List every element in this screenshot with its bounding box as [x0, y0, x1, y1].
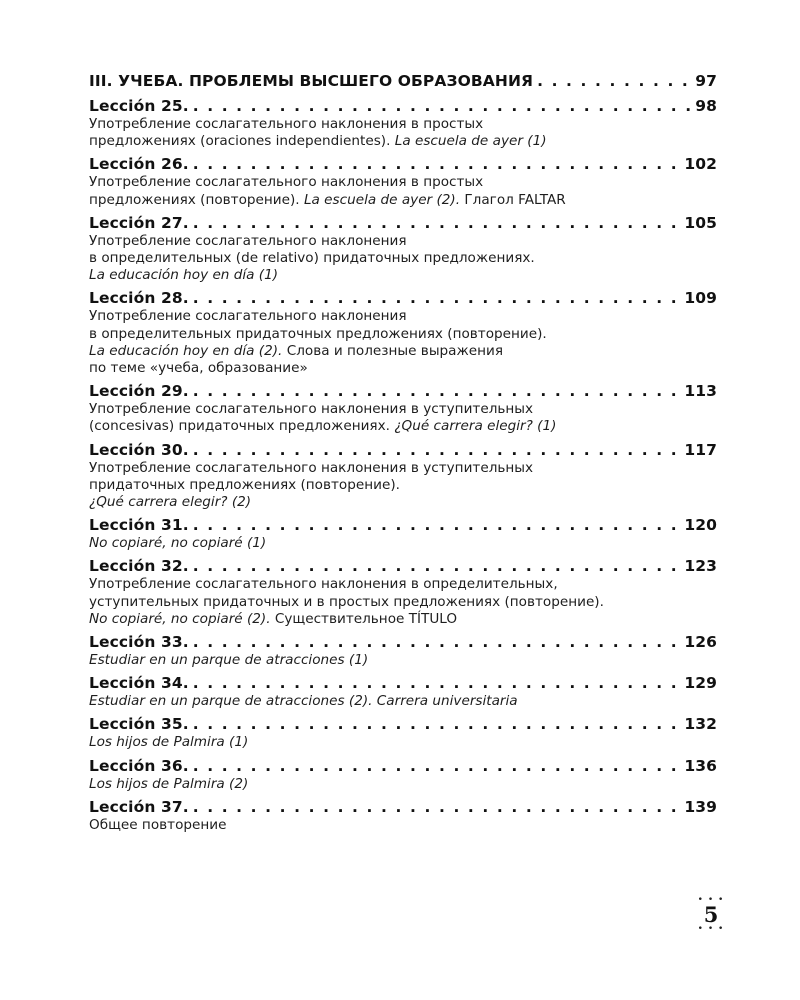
toc-entry-heading: [89, 214, 717, 233]
description-italic-text: Estudiar en un parque de atracciones (1): [89, 652, 369, 669]
lesson-page-number: 132: [684, 715, 717, 734]
lesson-description: [89, 174, 717, 208]
dot-leader: [193, 674, 683, 693]
description-line: [89, 594, 717, 611]
description-line: [89, 343, 717, 360]
toc-entry: [89, 289, 717, 377]
description-line: [89, 267, 717, 284]
description-text: Употребление сослагательного наклонения в простых: [89, 174, 484, 191]
lesson-list: [89, 97, 717, 834]
lesson-description: [89, 576, 717, 628]
toc-entry: [89, 382, 717, 435]
lesson-description: [89, 535, 717, 552]
description-italic-text: Estudiar en un parque de atracciones (2). Carrera universitaria: [89, 693, 518, 710]
description-text: Употребление сослагательного наклонения: [89, 308, 407, 325]
lesson-description: [89, 460, 717, 512]
dot-leader: [193, 557, 683, 576]
lesson-title: Lección 34.: [89, 674, 189, 693]
lesson-title: Lección 29.: [89, 382, 189, 401]
lesson-title: Lección 25.: [89, 97, 189, 115]
description-text: Употребление сослагательного наклонения в уступительных: [89, 459, 534, 476]
section-heading-row: [89, 72, 717, 91]
description-text: Употребление сослагательного наклонения в определительных,: [89, 576, 558, 593]
dot-leader: [193, 155, 683, 174]
toc-entry: [89, 633, 717, 669]
lesson-description: [89, 817, 717, 834]
description-italic-text: No copiaré, no copiaré (2).: [89, 610, 271, 627]
toc-entry: [89, 441, 717, 512]
toc-entry: [89, 97, 717, 150]
dot-leader: [193, 516, 683, 535]
description-italic-text: La educación hoy en día (2).: [89, 342, 283, 359]
lesson-page-number: 136: [684, 756, 717, 775]
toc-entry: [89, 516, 717, 552]
description-italic-text: No copiaré, no copiaré (1): [89, 535, 267, 552]
description-line: [89, 734, 717, 751]
section-title: III. УЧЕБА. ПРОБЛЕМЫ ВЫСШЕГО ОБРАЗОВАНИЯ: [89, 72, 534, 90]
toc-entry: [89, 214, 717, 285]
description-line: [89, 611, 717, 628]
lesson-description: [89, 401, 717, 435]
lesson-page-number: 102: [684, 155, 717, 174]
toc-entry-heading: [89, 798, 717, 817]
description-text: Слова и полезные выражения: [282, 342, 504, 359]
description-italic-text: ¿Qué carrera elegir? (2): [89, 494, 252, 511]
lesson-page-number: 120: [684, 516, 717, 535]
description-line: [89, 776, 717, 793]
table-of-contents: [89, 72, 717, 839]
lesson-title: Lección 33.: [89, 633, 189, 652]
lesson-page-number: 105: [684, 213, 717, 232]
description-line: [89, 535, 717, 552]
lesson-page-number: 123: [684, 557, 717, 576]
description-italic-text: ¿Qué carrera elegir? (1): [394, 418, 557, 435]
lesson-title: Lección 26.: [89, 155, 189, 174]
toc-entry: [89, 798, 717, 834]
description-text: Употребление сослагательного наклонения: [89, 232, 407, 249]
description-line: [89, 233, 717, 250]
dot-leader: [193, 633, 683, 652]
lesson-title: Lección 37.: [89, 797, 189, 816]
toc-entry: [89, 155, 717, 208]
toc-entry-heading: [89, 633, 717, 652]
toc-entry-heading: [89, 441, 717, 460]
description-text: уступительных придаточных и в простых предложениях (повторение).: [89, 593, 604, 610]
toc-entry: [89, 674, 717, 710]
lesson-title: Lección 32.: [89, 557, 189, 576]
lesson-page-number: 129: [684, 674, 717, 693]
toc-entry-heading: [89, 516, 717, 535]
description-line: [89, 418, 717, 435]
description-italic-text: La escuela de ayer (1): [394, 133, 547, 150]
dot-leader: [193, 382, 683, 401]
page-number: 5: [703, 902, 719, 927]
description-text: по теме «учеба, образование»: [89, 360, 308, 377]
lesson-page-number: 109: [684, 289, 717, 308]
ornament-dots-bottom: • • •: [697, 924, 725, 934]
lesson-description: [89, 776, 717, 793]
description-text: предложениях (повторение).: [89, 191, 304, 208]
toc-entry: [89, 715, 717, 751]
toc-entry-heading: [89, 155, 717, 174]
description-line: [89, 360, 717, 377]
toc-entry-heading: [89, 382, 717, 401]
lesson-description: [89, 734, 717, 751]
description-line: [89, 817, 717, 834]
description-line: [89, 250, 717, 267]
toc-entry-heading: [89, 715, 717, 734]
lesson-description: [89, 233, 717, 285]
dot-leader: [193, 798, 683, 817]
section-page-number: 97: [695, 72, 717, 90]
dot-leader: [193, 715, 683, 734]
dot-leader: [193, 289, 683, 308]
lesson-page-number: 98: [695, 97, 717, 115]
lesson-description: [89, 308, 717, 377]
description-text: в определительных (de relativo) придаточных предложениях.: [89, 250, 535, 267]
lesson-page-number: 117: [684, 440, 717, 459]
lesson-title: Lección 27.: [89, 213, 189, 232]
dot-leader: [193, 757, 683, 776]
lesson-description: [89, 116, 717, 150]
description-text: Глагол FALTAR: [460, 191, 566, 208]
toc-entry-heading: [89, 674, 717, 693]
description-line: [89, 133, 717, 150]
description-text: (concesivas) придаточных предложениях.: [89, 418, 395, 435]
dot-leader: [193, 441, 683, 460]
lesson-description: [89, 693, 717, 710]
description-italic-text: La educación hoy en día (1): [89, 267, 279, 284]
description-line: [89, 576, 717, 593]
dot-leader: [537, 72, 693, 91]
description-text: Существительное TÍTULO: [270, 610, 458, 627]
description-line: [89, 116, 717, 133]
description-line: [89, 308, 717, 325]
description-text: Употребление сослагательного наклонения в уступительных: [89, 401, 534, 418]
description-line: [89, 401, 717, 418]
toc-entry-heading: [89, 557, 717, 576]
description-line: [89, 652, 717, 669]
lesson-title: Lección 30.: [89, 440, 189, 459]
lesson-title: Lección 36.: [89, 756, 189, 775]
description-line: [89, 192, 717, 209]
description-text: Употребление сослагательного наклонения в простых: [89, 116, 484, 132]
description-italic-text: La escuela de ayer (2).: [303, 191, 461, 208]
description-line: [89, 326, 717, 343]
description-line: [89, 174, 717, 191]
toc-entry: [89, 757, 717, 793]
description-line: [89, 460, 717, 477]
toc-entry-heading: [89, 289, 717, 308]
lesson-title: Lección 31.: [89, 516, 189, 535]
description-line: [89, 477, 717, 494]
description-text: Общее повторение: [89, 816, 227, 833]
description-italic-text: Los hijos de Palmira (1): [89, 734, 249, 751]
description-line: [89, 494, 717, 511]
lesson-title: Lección 35.: [89, 715, 189, 734]
page-footer: [697, 897, 725, 933]
lesson-page-number: 139: [684, 797, 717, 816]
lesson-page-number: 113: [684, 382, 717, 401]
lesson-title: Lección 28.: [89, 289, 189, 308]
description-line: [89, 693, 717, 710]
description-text: в определительных придаточных предложениях (повторение).: [89, 325, 547, 342]
dot-leader: [193, 97, 694, 116]
toc-entry-heading: [89, 97, 717, 116]
lesson-page-number: 126: [684, 633, 717, 652]
dot-leader: [193, 214, 683, 233]
description-text: придаточных предложениях (повторение).: [89, 476, 400, 493]
description-text: предложениях (oraciones independientes).: [89, 133, 395, 150]
toc-entry: [89, 557, 717, 628]
lesson-description: [89, 652, 717, 669]
description-italic-text: Los hijos de Palmira (2): [89, 775, 249, 792]
toc-entry-heading: [89, 757, 717, 776]
ornament-dots-top: • • •: [697, 895, 725, 905]
